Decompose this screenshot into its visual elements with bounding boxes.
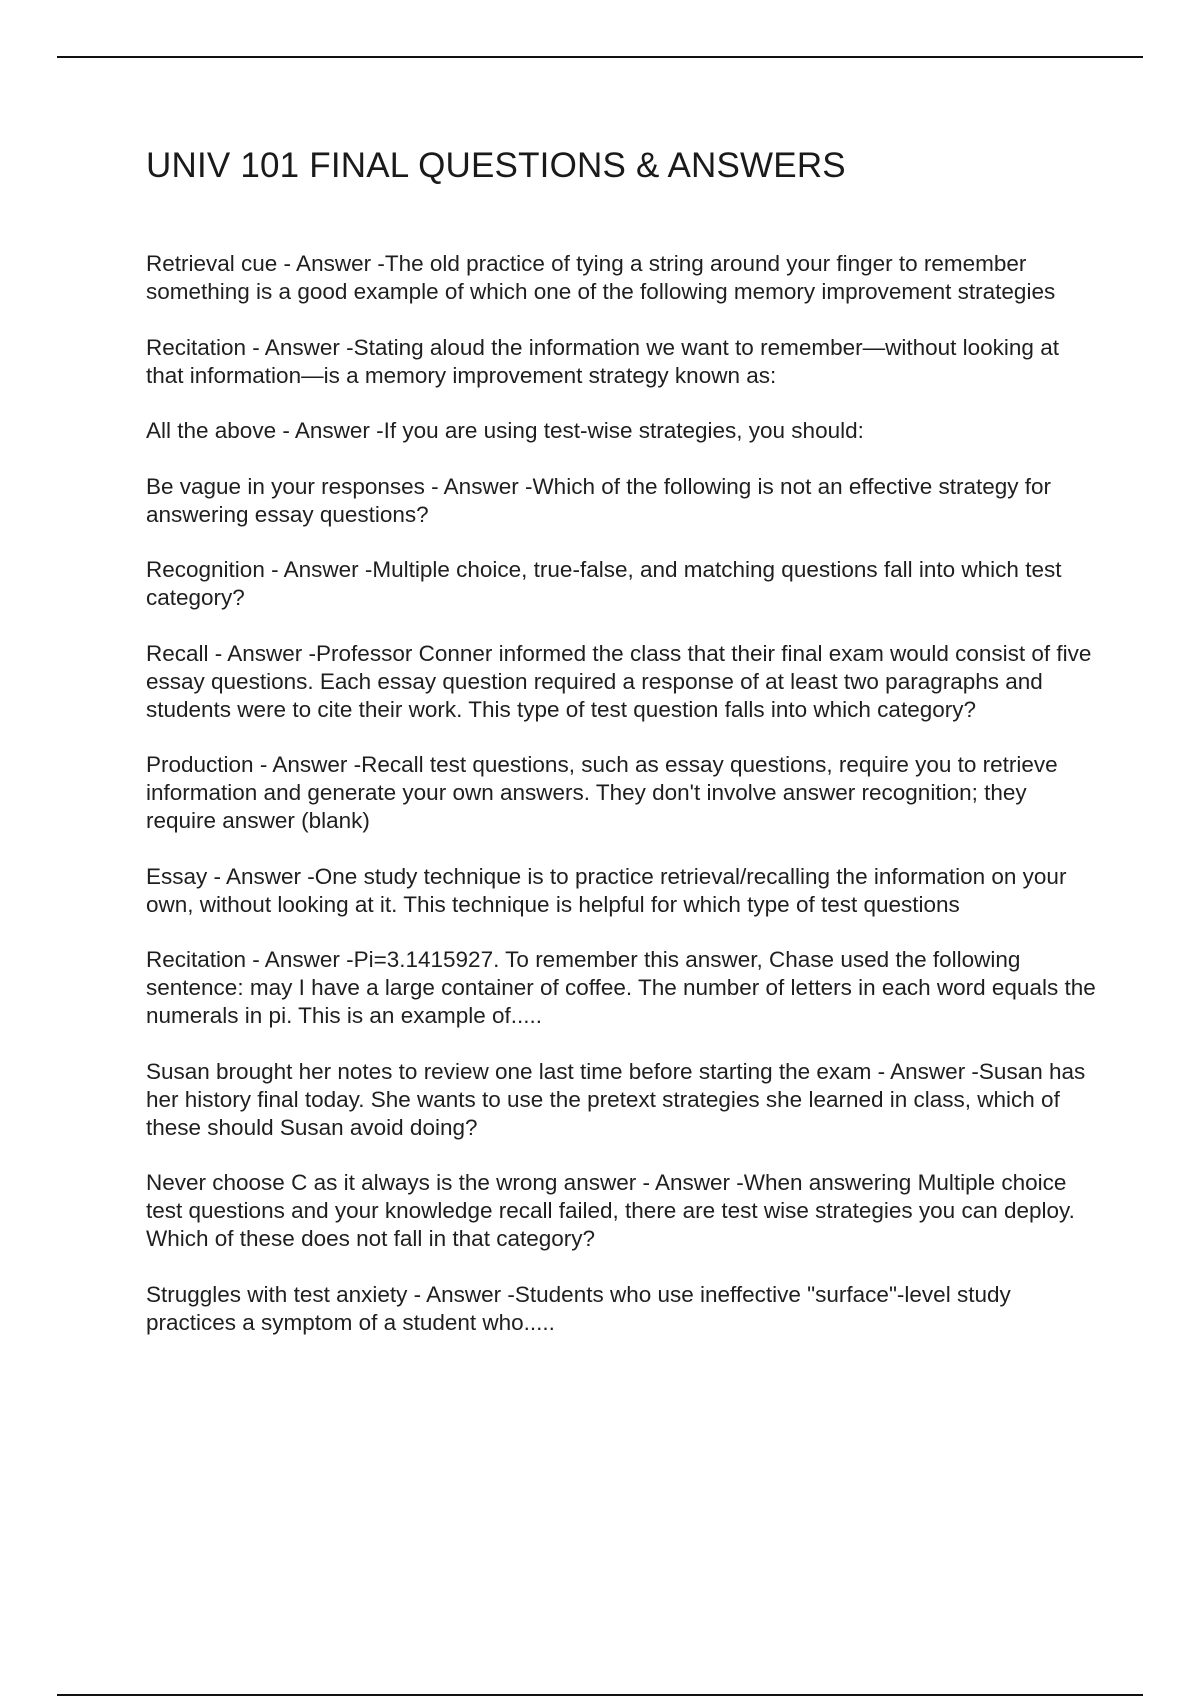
bottom-divider [57,1694,1143,1696]
qa-entry: Production - Answer -Recall test questions, such as essay questions, require you to retrieve information and generate your own answers. They don't involve answer recognition; they require answer (blank) [146,752,1058,833]
qa-entry: Recall - Answer -Professor Conner informed the class that their final exam would consist of five essay questions. Each essay question required a response of at least two paragraphs and students were to cite their work. This type of test question falls into which category? [146,640,1092,722]
qa-entry: All the above - Answer -If you are using test-wise strategies, you should: [146,418,864,443]
qa-entry: Recognition - Answer -Multiple choice, true-false, and matching questions fall into which test category? [146,557,1062,610]
qa-list [146,250,1096,1337]
qa-entry: Be vague in your responses - Answer -Which of the following is not an effective strategy for answering essay questions? [146,473,1052,527]
document-title: UNIV 101 FINAL QUESTIONS & ANSWERS [146,146,846,185]
qa-entry: Essay - Answer -One study technique is to practice retrieval/recalling the information on your own, without looking at it. This technique is helpful for which type of test questions [146,863,1067,917]
qa-entry: Susan brought her notes to review one last time before starting the exam - Answer -Susan has her history final today. She wants to use the pretext strategies she learned in class, which of these should Susan avoid doing? [146,1058,1086,1140]
top-divider [57,56,1143,58]
qa-entry: Retrieval cue - Answer -The old practice of tying a string around your finger to remember something is a good example of which one of the following memory improvement strategies [146,251,1056,304]
document-body [146,140,1096,1364]
qa-entry: Struggles with test anxiety - Answer -Students who use ineffective "surface"-level study practices a symptom of a student who..... [146,1281,1011,1335]
qa-entry: Never choose C as it always is the wrong answer - Answer -When answering Multiple choice test questions and your knowledge recall failed, there are test wise strategies you can deploy. Which of these does not fall in that category? [146,1170,1075,1251]
qa-entry: Recitation - Answer -Pi=3.1415927. To remember this answer, Chase used the following sentence: may I have a large container of coffee. The number of letters in each word equals the numerals in pi. This is an example of..... [146,947,1096,1028]
qa-entry: Recitation - Answer -Stating aloud the information we want to remember—without looking at that information—is a memory improvement strategy known as: [146,334,1059,388]
